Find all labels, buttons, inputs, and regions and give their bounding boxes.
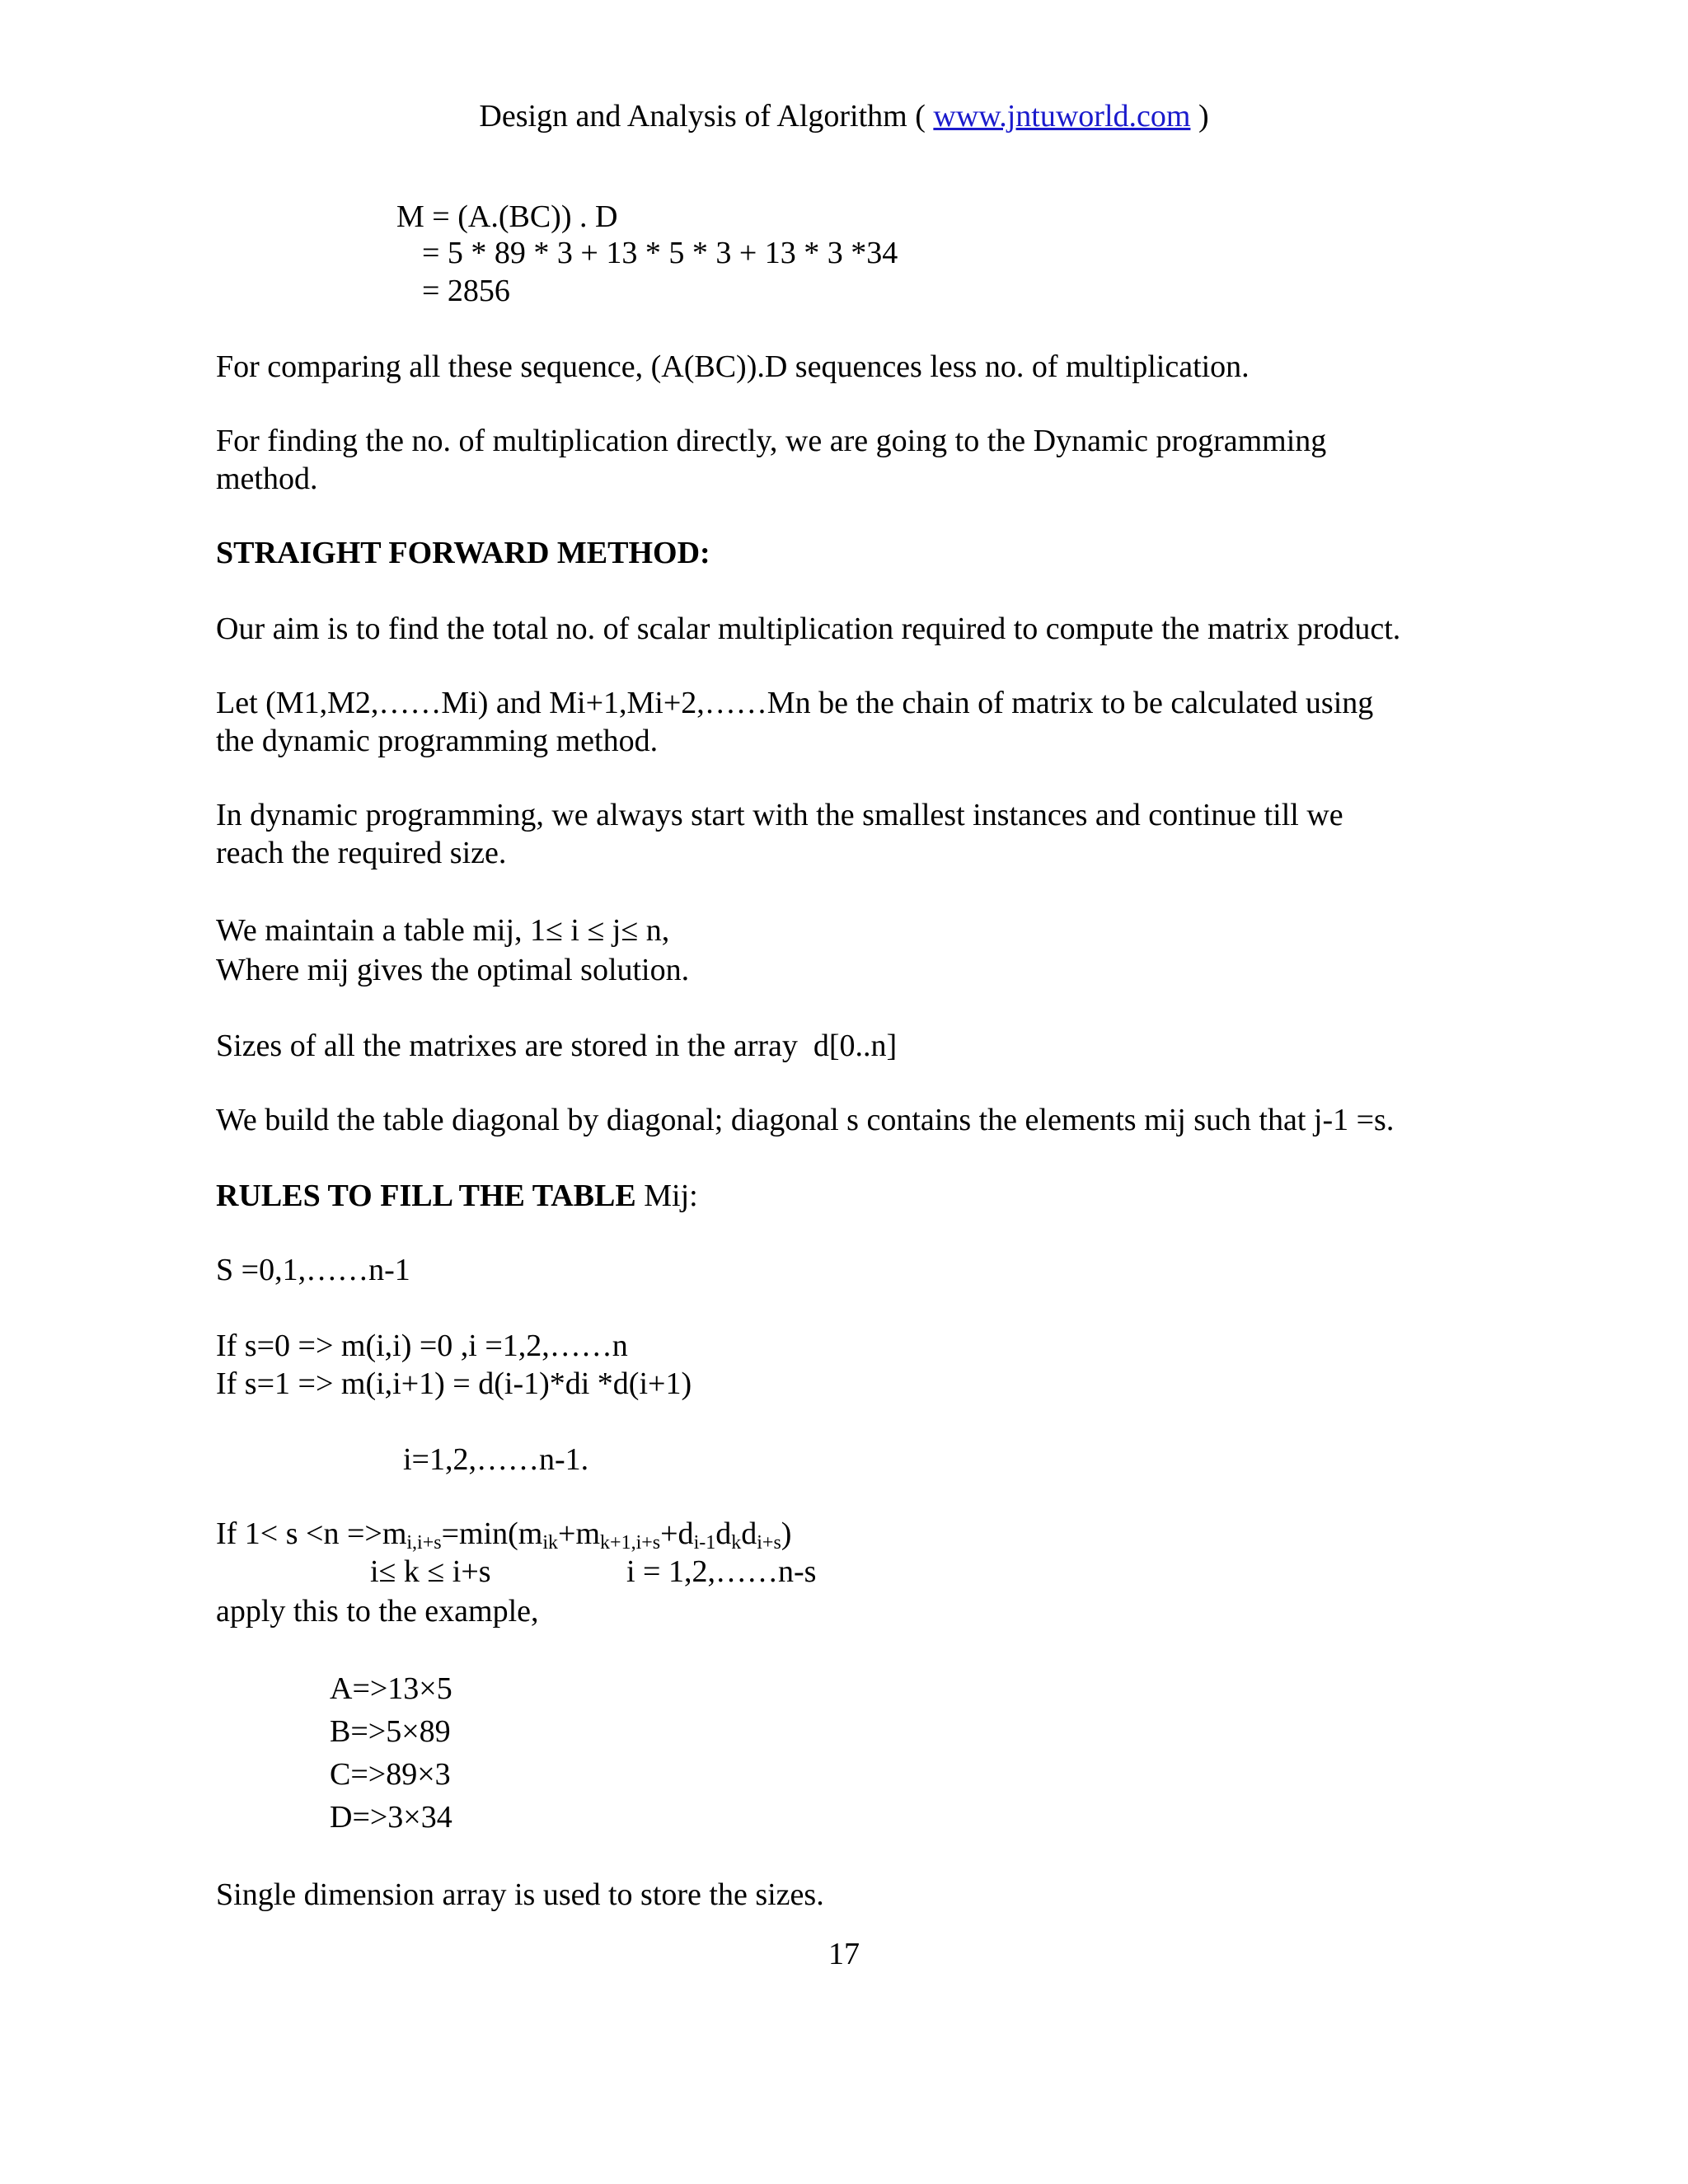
- heading-straight-forward: STRAIGHT FORWARD METHOD:: [216, 536, 710, 570]
- rule-general-plus-m: +m: [558, 1516, 601, 1551]
- rule-general-close: ): [781, 1516, 792, 1551]
- matrix-c: C=>89×3: [330, 1757, 451, 1792]
- equation-line-1: M = (A.(BC)) . D: [396, 199, 618, 234]
- header-suffix: ): [1198, 99, 1209, 134]
- sub-k: k: [731, 1532, 742, 1554]
- sub-k1-is: k+1,i+s: [600, 1532, 661, 1554]
- rule-k-range: i≤ k ≤ i+s: [370, 1554, 491, 1589]
- heading-rules-rest: Mij:: [635, 1179, 698, 1213]
- paragraph-s-range: S =0,1,……n-1: [216, 1253, 410, 1287]
- paragraph-dp-1: In dynamic programming, we always start with the smallest instances and continue till we: [216, 798, 1343, 832]
- header-title: Design and Analysis of Algorithm (: [479, 99, 926, 134]
- rule-general: [216, 1515, 791, 1553]
- heading-rules-bold: RULES TO FILL THE TABLE: [216, 1179, 636, 1213]
- paragraph-sizes: Sizes of all the matrixes are stored in the array d[0..n]: [216, 1029, 898, 1063]
- sub-ik: ik: [542, 1532, 559, 1554]
- rule-general-min: =min(m: [441, 1516, 543, 1551]
- page-header: [0, 97, 1688, 135]
- paragraph-comparing: For comparing all these sequence, (A(BC)).D sequences less no. of multiplication.: [216, 349, 1250, 384]
- page-number: 17: [828, 1937, 860, 1971]
- sub-is: i+s: [757, 1532, 781, 1554]
- rule-general-d2: d: [741, 1516, 757, 1551]
- paragraph-let-1: Let (M1,M2,……Mi) and Mi+1,Mi+2,……Mn be the chain of matrix to be calculated using: [216, 686, 1374, 720]
- paragraph-single: Single dimension array is used to store the sizes.: [216, 1877, 824, 1912]
- rule-i-range: i=1,2,……n-1.: [403, 1442, 589, 1477]
- paragraph-apply: apply this to the example,: [216, 1594, 539, 1629]
- rule-i-range-2: i = 1,2,……n-s: [626, 1554, 817, 1589]
- rule-general-plus-d: +d: [660, 1516, 694, 1551]
- equation-line-3: = 2856: [422, 274, 510, 308]
- rule-general-d: d: [715, 1516, 732, 1551]
- rule-general-prefix: If 1< s <n =>m: [216, 1516, 407, 1551]
- heading-rules: [216, 1177, 698, 1215]
- paragraph-let-2: the dynamic programming method.: [216, 724, 659, 758]
- sub-i-is: i,i+s: [406, 1532, 442, 1554]
- rule-s0: If s=0 => m(i,i) =0 ,i =1,2,……n: [216, 1329, 628, 1363]
- matrix-d: D=>3×34: [330, 1800, 452, 1835]
- paragraph-diagonal: We build the table diagonal by diagonal; diagonal s contains the elements mij such that j-1 =s.: [216, 1103, 1395, 1137]
- matrix-a: A=>13×5: [330, 1671, 452, 1706]
- matrix-b: B=>5×89: [330, 1714, 451, 1749]
- paragraph-table-2: Where mij gives the optimal solution.: [216, 953, 690, 987]
- equation-line-2: = 5 * 89 * 3 + 13 * 5 * 3 + 13 * 3 *34: [422, 236, 898, 270]
- paragraph-aim: Our aim is to find the total no. of scalar multiplication required to compute the matrix product.: [216, 612, 1401, 646]
- rule-s1: If s=1 => m(i,i+1) = d(i-1)*di *d(i+1): [216, 1366, 692, 1401]
- header-link[interactable]: www.jntuworld.com: [933, 99, 1191, 134]
- sub-i-1: i-1: [693, 1532, 716, 1554]
- paragraph-finding-1: For finding the no. of multiplication directly, we are going to the Dynamic programming: [216, 424, 1327, 458]
- paragraph-dp-2: reach the required size.: [216, 836, 507, 870]
- paragraph-table-1: We maintain a table mij, 1≤ i ≤ j≤ n,: [216, 913, 670, 948]
- paragraph-finding-2: method.: [216, 462, 318, 496]
